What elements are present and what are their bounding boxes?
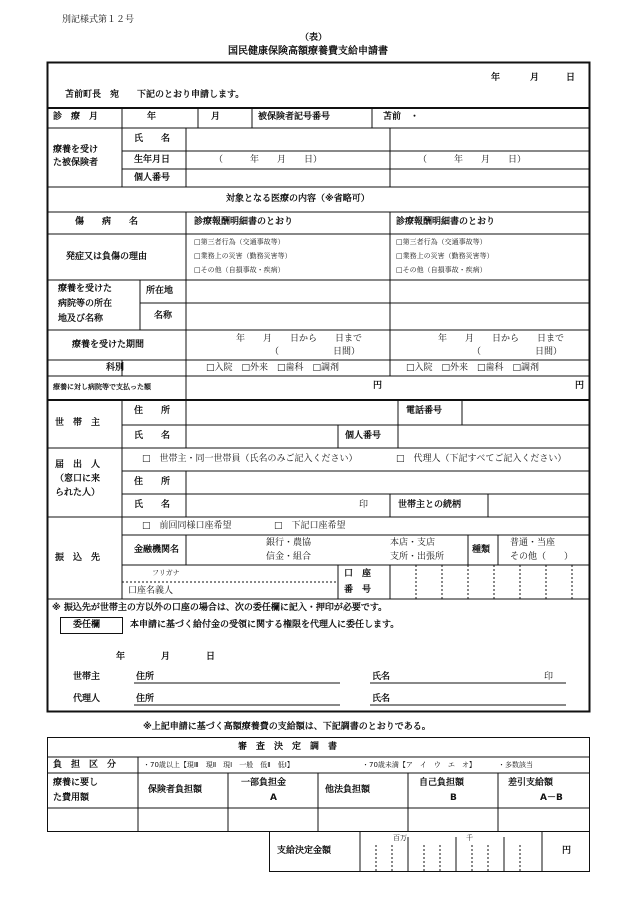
bank-branch-line2: 支所・出張所: [390, 552, 445, 562]
delegation-text: 本申請に基づく給付金の受領に関する権限を代理人に委任します。: [130, 620, 400, 630]
cause-option-other-left[interactable]: □その他（自損事故・疾病）: [194, 266, 285, 274]
self-burden-label-line1: 自己負担額: [419, 778, 465, 788]
amount-million-marker: 百万: [393, 834, 407, 842]
shinryo-month: 月: [211, 112, 221, 122]
household-id-label: 個人番号: [345, 431, 382, 441]
delegation-year: 年: [116, 652, 126, 662]
form-paren: （表）: [300, 33, 328, 43]
amount-yen-label: 円: [562, 846, 572, 856]
bank-option-previous[interactable]: □ 前回同様口座希望: [142, 521, 232, 531]
cause-option-work-right[interactable]: □業務上の災害（勤務災害等）: [396, 252, 494, 260]
kamoku-options-left[interactable]: □入院 □外来 □歯科 □調剤: [206, 363, 340, 373]
patient-birth-label: 生年月日: [134, 155, 171, 165]
burden-category-under70: ・70歳未満【ア イ ウ エ オ】: [362, 761, 476, 769]
delegation-head-seal: 印: [544, 672, 554, 682]
period-left-line2: （ 日間）: [270, 347, 361, 357]
patient-birth-right: （ 年 月 日）: [418, 155, 527, 165]
disease-per-statement-left: 診療報酬明細書のとおり: [194, 217, 294, 227]
hospital-label-line1: 療養を受けた: [58, 284, 113, 294]
delegation-label: 委任欄: [73, 620, 101, 630]
applicant-label-line2: （窓口に来: [55, 474, 101, 484]
date-month-label: 月: [530, 73, 540, 83]
cause-option-third-party-right[interactable]: □第三者行為（交通事故等）: [396, 238, 487, 246]
delegation-month: 月: [161, 652, 171, 662]
patient-birth-left: （ 年 月 日）: [214, 155, 323, 165]
hospital-name-label: 名称: [154, 311, 173, 321]
kamoku-options-right[interactable]: □入院 □外来 □歯科 □調剤: [406, 363, 540, 373]
applicant-option-household[interactable]: □ 世帯主・同一世帯員（氏名のみご記入ください）: [142, 454, 358, 464]
hospital-label-line2: 病院等の所在: [58, 299, 113, 309]
bank-account-type-line2: その他（ ）: [510, 552, 574, 562]
patient-id-label: 個人番号: [134, 173, 171, 183]
shinryo-year: 年: [147, 112, 157, 122]
delegation-agent-name-label: 氏名: [372, 694, 391, 704]
bank-account-type-line1: 普通・当座: [510, 538, 556, 548]
net-payment-label-line2: A－B: [540, 793, 563, 803]
insured-number-label: 被保険者記号番号: [258, 112, 331, 122]
paid-amount-label: 療養に対し病院等で支払った額: [53, 383, 151, 391]
household-address-label: 住 所: [134, 406, 171, 416]
decision-title: 審 査 決 定 調 書: [238, 742, 338, 752]
kamoku-label: 科別: [106, 363, 125, 373]
bank-institution-label: 金融機関名: [134, 545, 180, 555]
cause-label: 発症又は負傷の理由: [66, 252, 148, 262]
household-phone-label: 電話番号: [406, 406, 443, 416]
patient-label-line2: た被保険者: [53, 158, 99, 168]
household-head-label: 世 帯 主: [55, 418, 101, 428]
other-law-burden-label: 他法負担額: [325, 785, 371, 795]
applicant-option-agent[interactable]: □ 代理人（下記すべてご記入ください）: [396, 454, 567, 464]
bank-branch-line1: 本店・支店: [390, 538, 436, 548]
hospital-location-label: 所在地: [146, 286, 174, 296]
household-name-label: 氏 名: [134, 431, 171, 441]
form-id: 別記様式第１２号: [62, 15, 135, 25]
applicant-address-label: 住 所: [134, 477, 171, 487]
delegation-note: ※ 振込先が世帯主の方以外の口座の場合は、次の委任欄に記入・押印が必要です。: [52, 603, 388, 613]
applicant-name-label: 氏 名: [134, 500, 171, 510]
addressee: 苫前町長 宛 下記のとおり申請します。: [65, 90, 245, 100]
cause-option-other-right[interactable]: □その他（自損事故・疾病）: [396, 266, 487, 274]
net-payment-label-line1: 差引支給額: [508, 778, 554, 788]
bank-account-number-line2: 番 号: [344, 585, 372, 595]
shinryo-label: 診 療 月: [53, 112, 99, 122]
burden-category-multiple: ・多数該当: [498, 761, 533, 769]
bank-option-new[interactable]: □ 下記口座希望: [274, 521, 346, 531]
delegation-agent-address-label: 住所: [136, 694, 155, 704]
disease-label: 傷 病 名: [75, 217, 139, 227]
applicant-relation-label: 世帯主との続柄: [398, 500, 462, 510]
paid-yen-left: 円: [373, 381, 383, 391]
delegation-head-address-label: 住所: [136, 672, 155, 682]
self-burden-label-line2: B: [450, 793, 457, 803]
patient-name-label: 氏 名: [134, 134, 171, 144]
period-label: 療養を受けた期間: [72, 340, 145, 350]
partial-burden-label-line1: 一部負担金: [241, 778, 287, 788]
decision-note: ※上記申請に基づく高額療養費の支給額は、下記調書のとおりである。: [143, 722, 431, 732]
burden-category-over70: ・70歳以上【現Ⅲ 現Ⅱ 現Ⅰ 一般 低Ⅱ 低Ⅰ】: [143, 761, 294, 769]
delegation-head-name-label: 氏名: [372, 672, 391, 682]
burden-category-label: 負 担 区 分: [53, 760, 117, 770]
cause-option-work-left[interactable]: □業務上の災害（勤務災害等）: [194, 252, 292, 260]
bank-types-line1: 銀行・農協: [266, 538, 312, 548]
payment-amount-label: 支給決定金額: [277, 846, 332, 856]
amount-thousand-marker: 千: [466, 834, 473, 842]
applicant-label-line3: られた人）: [55, 488, 101, 498]
medical-section-title: 対象となる医療の内容（※省略可）: [226, 194, 370, 204]
disease-per-statement-right: 診療報酬明細書のとおり: [396, 217, 496, 227]
insured-number-prefix: 苫前 ・: [383, 112, 420, 122]
insurer-burden-label: 保険者負担額: [148, 785, 203, 795]
partial-burden-label-line2: A: [270, 793, 277, 803]
paid-yen-right: 円: [575, 381, 585, 391]
applicant-label-line1: 届 出 人: [55, 460, 101, 470]
period-right-line2: （ 日間）: [472, 347, 563, 357]
hospital-label-line3: 地及び名称: [58, 314, 104, 324]
cause-option-third-party-left[interactable]: □第三者行為（交通事故等）: [194, 238, 285, 246]
delegation-day: 日: [206, 652, 216, 662]
bank-kind-label: 種類: [472, 545, 491, 555]
bank-furigana-label: フリガナ: [152, 569, 180, 577]
form-title: 国民健康保険高額療養費支給申請書: [228, 46, 388, 57]
date-year-label: 年: [491, 73, 501, 83]
patient-label-line1: 療養を受け: [53, 145, 99, 155]
date-day-label: 日: [566, 73, 576, 83]
applicant-seal: 印: [359, 500, 369, 510]
bank-holder-label: 口座名義人: [128, 586, 174, 596]
total-cost-label-line1: 療養に要し: [53, 778, 99, 788]
total-cost-label-line2: た費用額: [53, 793, 90, 803]
period-left-line1: 年 月 日から 日まで: [236, 334, 363, 344]
bank-account-number-line1: 口 座: [344, 569, 372, 579]
delegation-agent-label: 代理人: [73, 694, 101, 704]
delegation-head-label: 世帯主: [73, 672, 101, 682]
bank-transfer-label: 振 込 先: [55, 553, 101, 563]
bank-types-line2: 信金・組合: [266, 552, 312, 562]
period-right-line1: 年 月 日から 日まで: [438, 334, 565, 344]
